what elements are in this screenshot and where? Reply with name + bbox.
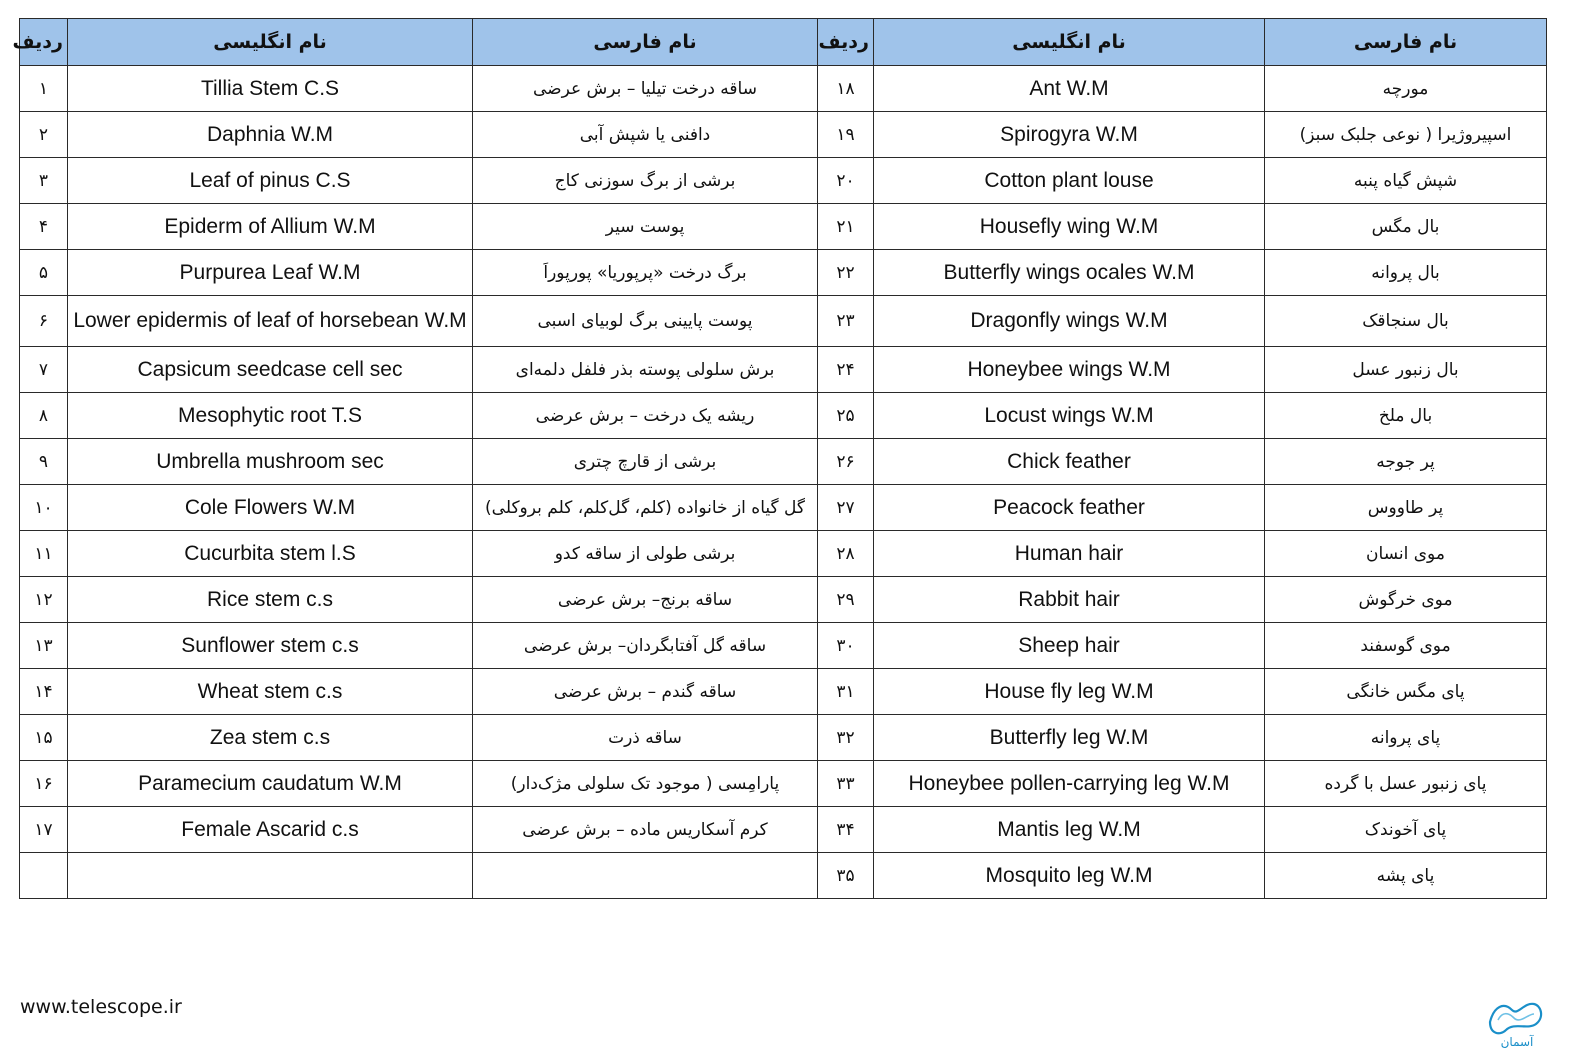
cell-row-number-left: ۱۵ xyxy=(20,715,68,761)
cell-row-number-right: ۳۰ xyxy=(818,623,874,669)
table-header xyxy=(12,19,1547,66)
cell-persian-name-right: پای زنبور عسل با گرده xyxy=(1265,761,1547,807)
cell-persian-name-right: پای آخوندک xyxy=(1265,807,1547,853)
logo-text: آسمان xyxy=(1500,1035,1534,1048)
cell-english-name-right: Housefly wing W.M xyxy=(874,204,1265,250)
table-row xyxy=(20,715,1547,761)
specimens-table xyxy=(12,18,1547,899)
cell-english-name-right: Locust wings W.M xyxy=(874,393,1265,439)
cell-english-name-right: Rabbit hair xyxy=(874,577,1265,623)
cell-english-name-left: Paramecium caudatum W.M xyxy=(68,761,473,807)
cell-english-name-right: Sheep hair xyxy=(874,623,1265,669)
cell-persian-name-right: شپش گیاه پنبه xyxy=(1265,158,1547,204)
header-row xyxy=(20,19,1547,66)
cell-english-name-right: Honeybee wings W.M xyxy=(874,347,1265,393)
cell-english-name-left: Tillia Stem C.S xyxy=(68,66,473,112)
website-url: www.telescope.ir xyxy=(20,996,182,1018)
cell-english-name-left: Zea stem c.s xyxy=(68,715,473,761)
table-row xyxy=(20,531,1547,577)
cell-english-name-left: Lower epidermis of leaf of horsebean W.M xyxy=(68,296,473,347)
header-english-name-left: نام انگلیسی xyxy=(68,19,473,66)
cell-row-number-right: ۲۶ xyxy=(818,439,874,485)
cell-english-name-right: Butterfly leg W.M xyxy=(874,715,1265,761)
cell-english-name-right: Ant W.M xyxy=(874,66,1265,112)
table-row xyxy=(20,158,1547,204)
cell-english-name-right: Mantis leg W.M xyxy=(874,807,1265,853)
cell-row-number-right: ۲۸ xyxy=(818,531,874,577)
cell-english-name-left: Rice stem c.s xyxy=(68,577,473,623)
table-row xyxy=(20,296,1547,347)
cell-persian-name-right: بال زنبور عسل xyxy=(1265,347,1547,393)
table-row xyxy=(20,853,1547,899)
cell-row-number-right: ۲۷ xyxy=(818,485,874,531)
cell-english-name-left: Epiderm of Allium W.M xyxy=(68,204,473,250)
cell-english-name-left: Mesophytic root T.S xyxy=(68,393,473,439)
cell-row-number-left xyxy=(20,853,68,899)
cell-row-number-right: ۲۳ xyxy=(818,296,874,347)
cell-persian-name-left: دافنی یا شپش آبی xyxy=(473,112,818,158)
cell-row-number-left: ۶ xyxy=(20,296,68,347)
cell-persian-name-right: موی خرگوش xyxy=(1265,577,1547,623)
cell-row-number-right: ۲۹ xyxy=(818,577,874,623)
cell-persian-name-right: پای پروانه xyxy=(1265,715,1547,761)
table-row xyxy=(20,761,1547,807)
cell-row-number-left: ۱۶ xyxy=(20,761,68,807)
cell-persian-name-right: اسپیروژیرا ( نوعی جلبک سبز) xyxy=(1265,112,1547,158)
cell-english-name-left xyxy=(68,853,473,899)
cell-row-number-left: ۱۴ xyxy=(20,669,68,715)
cell-persian-name-right: موی گوسفند xyxy=(1265,623,1547,669)
cell-english-name-right: House fly leg W.M xyxy=(874,669,1265,715)
header-persian-name-left: نام فارسی xyxy=(473,19,818,66)
cell-row-number-right: ۲۲ xyxy=(818,250,874,296)
table-row xyxy=(20,807,1547,853)
cell-english-name-left: Leaf of pinus C.S xyxy=(68,158,473,204)
cell-persian-name-right: بال پروانه xyxy=(1265,250,1547,296)
cell-english-name-left: Purpurea Leaf W.M xyxy=(68,250,473,296)
header-persian-name-right: نام فارسی xyxy=(1265,19,1547,66)
cell-english-name-right: Dragonfly wings W.M xyxy=(874,296,1265,347)
cell-row-number-right: ۱۸ xyxy=(818,66,874,112)
table-row xyxy=(20,66,1547,112)
cell-row-number-right: ۳۵ xyxy=(818,853,874,899)
cell-persian-name-left: ساقه گل آفتابگردان– برش عرضی xyxy=(473,623,818,669)
cell-persian-name-left: کرم آسکاریس ماده – برش عرضی xyxy=(473,807,818,853)
cell-persian-name-right: بال سنجاقک xyxy=(1265,296,1547,347)
cell-persian-name-left: ریشه یک درخت – برش عرضی xyxy=(473,393,818,439)
cell-persian-name-right: پر طاووس xyxy=(1265,485,1547,531)
table-row xyxy=(20,577,1547,623)
telescope-logo-icon xyxy=(1484,992,1550,1048)
cell-row-number-left: ۱۷ xyxy=(20,807,68,853)
cell-persian-name-right: بال مگس xyxy=(1265,204,1547,250)
table-body xyxy=(20,66,1547,899)
header-row-number-right: ردیف xyxy=(818,19,874,66)
cell-persian-name-left: پوست سیر xyxy=(473,204,818,250)
cell-persian-name-left: ساقه درخت تیلیا – برش عرضی xyxy=(473,66,818,112)
cell-row-number-right: ۲۱ xyxy=(818,204,874,250)
table-row xyxy=(20,112,1547,158)
cell-persian-name-left: برشی طولی از ساقه کدو xyxy=(473,531,818,577)
cell-row-number-left: ۳ xyxy=(20,158,68,204)
cell-english-name-right: Spirogyra W.M xyxy=(874,112,1265,158)
cell-english-name-right: Cotton plant louse xyxy=(874,158,1265,204)
cell-persian-name-left: برش سلولی پوسته بذر فلفل دلمه‌ای xyxy=(473,347,818,393)
table-row xyxy=(20,623,1547,669)
cell-row-number-left: ۸ xyxy=(20,393,68,439)
cell-row-number-left: ۷ xyxy=(20,347,68,393)
cell-persian-name-right: پای پشه xyxy=(1265,853,1547,899)
cell-persian-name-left: برشی از برگ سوزنی کاج xyxy=(473,158,818,204)
cell-english-name-left: Capsicum seedcase cell sec xyxy=(68,347,473,393)
cell-persian-name-right: پای مگس خانگی xyxy=(1265,669,1547,715)
cell-english-name-right: Mosquito leg W.M xyxy=(874,853,1265,899)
cell-row-number-left: ۱ xyxy=(20,66,68,112)
table-row xyxy=(20,250,1547,296)
cell-persian-name-left: ساقه ذرت xyxy=(473,715,818,761)
header-english-name-right: نام انگلیسی xyxy=(874,19,1265,66)
table-row xyxy=(20,204,1547,250)
cell-english-name-left: Female Ascarid c.s xyxy=(68,807,473,853)
cell-english-name-left: Daphnia W.M xyxy=(68,112,473,158)
cell-row-number-left: ۱۰ xyxy=(20,485,68,531)
cell-english-name-left: Sunflower stem c.s xyxy=(68,623,473,669)
cell-persian-name-left: پارامِسی ( موجود تک سلولی مژک‌دار) xyxy=(473,761,818,807)
cell-row-number-right: ۲۵ xyxy=(818,393,874,439)
table-row xyxy=(20,669,1547,715)
cell-row-number-left: ۱۲ xyxy=(20,577,68,623)
cell-english-name-right: Human hair xyxy=(874,531,1265,577)
cell-row-number-right: ۳۱ xyxy=(818,669,874,715)
cell-row-number-left: ۱۱ xyxy=(20,531,68,577)
cell-persian-name-right: پر جوجه xyxy=(1265,439,1547,485)
cell-row-number-left: ۴ xyxy=(20,204,68,250)
cell-row-number-right: ۲۴ xyxy=(818,347,874,393)
table-row xyxy=(20,439,1547,485)
cell-english-name-left: Wheat stem c.s xyxy=(68,669,473,715)
cell-row-number-left: ۱۳ xyxy=(20,623,68,669)
cell-persian-name-right: موی انسان xyxy=(1265,531,1547,577)
cell-persian-name-right: مورچه xyxy=(1265,66,1547,112)
cell-row-number-right: ۳۲ xyxy=(818,715,874,761)
cell-persian-name-left: برگ درخت «پرپوریا» پورپوراَ xyxy=(473,250,818,296)
cell-persian-name-left: ساقه برنج– برش عرضی xyxy=(473,577,818,623)
cell-row-number-left: ۲ xyxy=(20,112,68,158)
cell-row-number-left: ۹ xyxy=(20,439,68,485)
cell-english-name-left: Cucurbita stem l.S xyxy=(68,531,473,577)
cell-english-name-left: Umbrella mushroom sec xyxy=(68,439,473,485)
cell-row-number-right: ۲۰ xyxy=(818,158,874,204)
cell-row-number-left: ۵ xyxy=(20,250,68,296)
cell-persian-name-left: ساقه گندم – برش عرضی xyxy=(473,669,818,715)
cell-english-name-right: Chick feather xyxy=(874,439,1265,485)
cell-persian-name-left: برشی از قارچ چتری xyxy=(473,439,818,485)
cell-english-name-right: Honeybee pollen-carrying leg W.M xyxy=(874,761,1265,807)
cell-english-name-right: Butterfly wings ocales W.M xyxy=(874,250,1265,296)
cell-persian-name-left: پوست پایینی برگ لوبیای اسبی xyxy=(473,296,818,347)
table-row xyxy=(20,393,1547,439)
cell-persian-name-left xyxy=(473,853,818,899)
header-row-number-left: ردیف xyxy=(20,19,68,66)
cell-row-number-right: ۳۴ xyxy=(818,807,874,853)
cell-row-number-right: ۳۳ xyxy=(818,761,874,807)
table-row xyxy=(20,347,1547,393)
cell-persian-name-left: گل گیاه از خانواده (کلم، گل‌کلم، کلم بروکلی) xyxy=(473,485,818,531)
cell-persian-name-right: بال ملخ xyxy=(1265,393,1547,439)
cell-english-name-right: Peacock feather xyxy=(874,485,1265,531)
cell-row-number-right: ۱۹ xyxy=(818,112,874,158)
cell-english-name-left: Cole Flowers W.M xyxy=(68,485,473,531)
table-row xyxy=(20,485,1547,531)
